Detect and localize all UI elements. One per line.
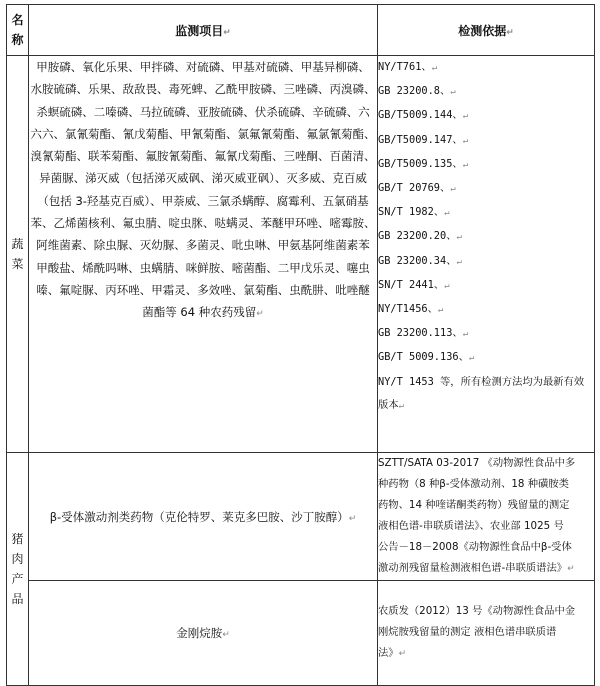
pork-name-cell: [7, 453, 29, 686]
basis-text: 法》: [378, 647, 399, 659]
paragraph-mark: ↵: [398, 400, 405, 411]
paragraph-mark: ↵: [398, 649, 407, 659]
vegetable-name-char: 蔬: [11, 237, 24, 251]
basis-text: SN/T 1982、: [378, 206, 445, 219]
paragraph-mark: ↵: [222, 630, 230, 640]
paragraph-mark: ↵: [437, 305, 444, 316]
paragraph-mark: ↵: [450, 184, 456, 195]
vegetable-item-line: 溴氰菊酯、联苯菊酯、氟胺氰菊酯、氟氰戊菊酯、三唑酮、百菌清、: [30, 149, 376, 164]
basis-line: [378, 201, 594, 225]
basis-line: [378, 56, 594, 80]
basis-line: 液相色谱-串联质谱法》、农业部 1025 号: [378, 520, 564, 532]
basis-line: [378, 643, 594, 665]
paragraph-mark: ↵: [431, 63, 438, 73]
vegetable-item-line: 水胺硫磷、乐果、敌敌畏、毒死蜱、乙酰甲胺磷、三唑磷、丙溴磷、: [30, 82, 376, 97]
header-name-char: 名: [11, 13, 24, 27]
basis-text: NY/T761、: [378, 61, 432, 73]
vegetable-item-line: 六六、氯氰菊酯、氰戊菊酯、甲氰菊酯、氯氟氰菊酯、氟氯氰菊酯、: [30, 126, 376, 141]
paragraph-mark: ↵: [450, 87, 456, 98]
basis-line: [378, 153, 594, 177]
paragraph-mark: ↵: [462, 135, 469, 146]
header-name-cell: [7, 5, 29, 56]
pork-item-text: β-受体激动剂类药物（克伦特罗、莱克多巴胺、沙丁胺醇）: [49, 509, 349, 524]
basis-text: GB/T5009.147、: [378, 133, 463, 146]
vegetable-name-cell: [7, 56, 29, 453]
basis-line: [378, 250, 594, 274]
paragraph-mark: ↵: [444, 280, 450, 291]
vegetable-item-line: [29, 301, 377, 325]
basis-text: 版本: [378, 398, 399, 411]
header-items-cell: [29, 5, 378, 56]
basis-line: [378, 371, 594, 394]
basis-line: 药物、14 种喹诺酮类药物）残留量的测定: [378, 499, 570, 511]
header-basis-cell: [378, 5, 595, 56]
basis-text: GB/T 5009.136、: [378, 351, 469, 364]
pork-item-cell: [29, 581, 378, 686]
paragraph-mark: ↵: [506, 27, 514, 38]
basis-text: GB 23200.34、: [378, 254, 457, 267]
paragraph-mark: ↵: [456, 232, 462, 243]
vegetable-item-line: 苯、乙烯菌核利、氟虫腈、啶虫脒、哒螨灵、苯醚甲环唑、嘧霉胺、: [30, 216, 376, 231]
basis-line: [378, 298, 594, 322]
pork-name-char: 肉: [11, 552, 24, 566]
basis-text: 激动剂残留量检测液相色谱-串联质谱法》: [378, 562, 568, 574]
paragraph-mark: ↵: [444, 208, 450, 219]
pork-name-char: 产: [11, 572, 24, 586]
pork-basis-cell: [378, 453, 595, 581]
header-basis-label: 检测依据: [458, 23, 507, 38]
paragraph-mark: ↵: [462, 111, 469, 122]
vegetable-item-line: 甲酸盐、烯酰吗啉、虫螨腈、咪鲜胺、嘧菌酯、二甲戊乐灵、噻虫: [36, 260, 370, 275]
paragraph-mark: ↵: [348, 513, 357, 524]
pork-row-amantadine: [7, 581, 595, 686]
basis-line: [378, 346, 594, 370]
basis-line: 农质发（2012）13 号《动物源性食品中金: [378, 605, 576, 617]
basis-line: SZTT/SATA 03-2017 《动物源性食品中多: [378, 457, 576, 469]
basis-line: 种药物（8 种β-受体激动剂、18 种磺胺类: [378, 478, 569, 490]
pork-row-beta-agonist: [7, 453, 595, 581]
basis-text: NY/T 1453 等，所有检测方法均为最新有效: [378, 375, 585, 388]
table-header-row: [7, 5, 595, 56]
basis-text: GB 23200.113、: [378, 327, 463, 340]
basis-text: GB/T 20769、: [378, 182, 451, 195]
basis-line: 公告－18－2008《动物源性食品中β-受体: [378, 541, 572, 553]
basis-line: [378, 394, 594, 418]
vegetable-item-line: 嗪、氟啶脲、丙环唑、甲霜灵、多效唑、氯菊酯、虫酰肼、吡唑醚: [36, 282, 370, 297]
vegetable-basis-cell: [378, 56, 595, 453]
paragraph-mark: ↵: [223, 27, 231, 38]
basis-text: SN/T 2441、: [378, 278, 445, 291]
vegetable-item-line: 甲胺磷、氧化乐果、甲拌磷、对硫磷、甲基对硫磷、甲基异柳磷、: [36, 60, 370, 74]
basis-text: GB/T5009.135、: [378, 157, 463, 170]
vegetable-item-text: 菌酯等 64 种农药残留: [142, 305, 257, 320]
vegetable-item-line: 异菌脲、涕灭威（包括涕灭威砜、涕灭威亚砜）、灭多威、克百威: [39, 171, 367, 186]
basis-text: GB 23200.20、: [378, 230, 457, 243]
basis-line: [378, 80, 594, 104]
basis-line: 刚烷胺残留量的测定 液相色谱串联质谱: [378, 626, 557, 638]
basis-text: GB 23200.8、: [378, 85, 451, 98]
basis-line: [378, 177, 594, 201]
basis-line: [378, 322, 594, 346]
pork-name-char: 品: [11, 592, 24, 606]
header-name-char: 称: [11, 33, 24, 47]
vegetable-row: [7, 56, 595, 453]
basis-line: [378, 558, 594, 580]
basis-line: [378, 104, 594, 128]
vegetable-item-line: 阿维菌素、除虫脲、灭幼脲、多菌灵、吡虫啉、甲氨基阿维菌素苯: [36, 238, 370, 253]
vegetable-items-cell: [29, 56, 378, 453]
basis-line: [378, 225, 594, 249]
table-edge-marker: [594, 52, 599, 62]
monitoring-table: [6, 4, 595, 686]
basis-line: [378, 129, 594, 153]
pork-item-cell: [29, 453, 378, 581]
paragraph-mark: ↵: [256, 309, 264, 320]
basis-text: NY/T1456、: [378, 303, 438, 316]
pork-item-text: 金刚烷胺: [176, 626, 223, 640]
pork-name-char: 猪: [11, 532, 24, 546]
vegetable-name-char: 菜: [11, 257, 24, 271]
pork-basis-cell: [378, 581, 595, 686]
basis-line: [378, 274, 594, 298]
header-items-label: 监测项目: [175, 23, 224, 38]
paragraph-mark: ↵: [462, 329, 469, 340]
paragraph-mark: ↵: [462, 159, 469, 170]
vegetable-item-line: 杀螟硫磷、二嗪磷、马拉硫磷、亚胺硫磷、伏杀硫磷、辛硫磷、六: [36, 104, 370, 119]
paragraph-mark: ↵: [456, 256, 462, 267]
vegetable-item-line: （包括 3-羟基克百威）、甲萘威、三氯杀螨醇、腐霉利、五氯硝基: [37, 193, 369, 208]
paragraph-mark: ↵: [567, 564, 575, 574]
paragraph-mark: ↵: [468, 353, 475, 364]
basis-text: GB/T5009.144、: [378, 109, 463, 122]
